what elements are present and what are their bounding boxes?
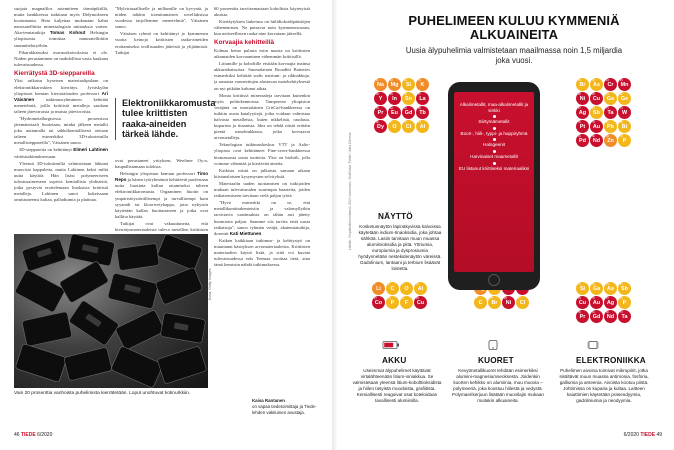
element-ge [618, 92, 631, 105]
element-symbol: Ni [505, 300, 512, 306]
element-number: 29 [578, 297, 581, 300]
naytto-elements [374, 78, 429, 133]
footer-right [624, 432, 662, 438]
element-number: 74 [620, 107, 623, 110]
element-symbol: C [478, 300, 483, 306]
element-symbol: Nd [606, 314, 615, 320]
element-zn [604, 134, 617, 147]
element-number: 31 [592, 283, 595, 286]
col1-p1-rest: Helsingin yliopistosta toimittaa nanosatelliittiin suunnittelutyöhön. [14, 30, 108, 48]
element-symbol: Pb [607, 124, 614, 130]
element-ga [604, 92, 617, 105]
magazine-brand-left: TIEDE [20, 432, 36, 438]
pullquote-text: Elektroniikkaromusta tulee kriittisten raaka-aineiden tärkeä lähde. [122, 98, 216, 140]
element-symbol: Tb [419, 110, 426, 116]
element-number: 33 [606, 283, 609, 286]
chip-icon [584, 340, 602, 350]
element-number: 35 [490, 297, 493, 300]
element-number: 79 [592, 297, 595, 300]
element-symbol: Ni [579, 96, 586, 102]
element-symbol: As [607, 286, 614, 292]
element-symbol: Cl [405, 124, 412, 130]
element-number: 60 [606, 311, 609, 314]
element-symbol: Bi [621, 124, 628, 130]
element-symbol: Sb [621, 286, 628, 292]
element-number: 31 [606, 93, 609, 96]
col3-p10: Kaiken kaikkiaan tutkimus- ja kehitystyö on muuttanut käsityksen arvomateriaaleista. Kriittisten materiaalien käyttö lisää, ja siitä voi kuvata tulevaisuudessa eräs Teemaa osoittaa tietä, aina tämä kemistin nähdä tutkimuksessa. [214, 237, 310, 268]
source-note: Lähde: Ympäristöministeriö, EU:n komissio. Grafiikka: Tiede / Alex Dennis [348, 132, 352, 250]
element-pt [576, 120, 589, 133]
element-sb [618, 282, 631, 295]
col3-p5: Monia kriittisiä mineraaleja tarvitaan kuitenkin myös polttokennoissa. Tampereen yliopiston vetäjänä on monialainen CritCat-hankkeessa on tutkittu uusia katalyyttejä, jotka voidaan valmistaa halvasta metalleista, kuten nikkelistä, raudasta, kuparista ja titaanista. Idea on tehdä niistä erittäin pieniä nanohiukkasia, jotka korvaavat arvometalleja. [214, 92, 310, 141]
element-symbol: Dy [377, 124, 384, 130]
element-ga [590, 282, 603, 295]
col1-p3-rest: tutkimusryhmineen kehittää menetelmiä, joilla kriittisiä metalleja saadaan talteen jätevirroista ja muista jätevirroista. [14, 96, 108, 114]
element-symbol: Mg [390, 82, 399, 88]
element-number: 17 [518, 297, 521, 300]
electronics-top-elements [576, 78, 631, 147]
element-symbol: As [593, 82, 600, 88]
element-number: 73 [606, 107, 609, 110]
element-symbol: Pt [579, 124, 586, 130]
element-number: 13 [418, 121, 421, 124]
element-pd [576, 134, 589, 147]
element-au [590, 296, 603, 309]
column-3: 60 prosenttia tarvitsemastaan koboltista käytetyistä akuista. Kiertäytyksen liuketusa on hiilidioksidipäästöjen vähenemisen. Ne putsavat noin kymmenesosaan, kun neitseellisten raaka-aine korvataan jätteellä. Korvaajia kehitteillä Kolmas keino pulasta esiin nousta on kriittisten aikamaiden korvaaminen vähemmän kriittisillä. Litiumille ja koboltille etsitään korvaajia mainsa akkuratkaisuissa. Suomalainen Broadbit Batteries esimerkiksi kehittää sodic natrium- ja rikkiakkuja, ja samasta varustettujen alustavan tuotekehityksestä on nyt pitkään kulunut aikaa. Monia kriittisiä mineraaleja tarvitaan kuitenkin myös polttokennoissa. Tampereen yliopiston vetäjänä on monialainen CritCat-hankkeessa on tutkittu uusia katalyyttejä, jotka voidaan valmistaa halvasta metalleista, kuten nikkelistä, raudasta, kuparista ja titaanista. Idea on tehdä niistä erittäin pieniä nanohiukkasia, jotka korvaavat arvometalleja. Teknologian tutkimuskeskus VTT ja Aalto-yliopisto ovat kehittäneet Fine-cerex-hankkeessa biomassasta uusia tuotteita. Yksi on biohiili, jolla voimme vähentää ja kiertävää aineita. Kaikista niistä on julkaistu samaan aikaan kiistanalaisten kysymysten selvityksiä. Materiaalin uuden tuottamisen on tutkijoiden mukaan tulevaisuuden suurimpia haasteita, joiden ratkaisemiseen tarvitaan vielä paljon työtä. "Hyvä esimerkki on se, että metallikonttirakenteisiin ja valomyllyihin tarvittavia vaatimuksia on tähän asti jätetty huomiotta paljon. Saamme siis tarvita etsiä uusia ratkaisuja", sanoo ryhmän vetäjä, akatemiatutkija, dosentti Kati Miettunen. Kaiken kaikkiaan tutkimus- ja kehitystyö on muuttanut käsityksen arvomateriaaleista. Kriittisten materiaalien käyttö lisää, ja siitä voi kuvata tulevaisuudessa eräs Teemaa osoittaa tietä, aina tämä kemistin nähdä tutkimuksessa. [214, 6, 310, 268]
element-nd [590, 134, 603, 147]
photo-caption: Vain 20 prosenttia vanhoista puhelimista kierrätetään. Loput unohtuvat kotinurkkiin. [14, 391, 191, 396]
element-symbol: P [390, 300, 395, 306]
col2b-p2: Helsingin yliopiston kemian professori [120, 171, 195, 177]
element-symbol: La [419, 96, 426, 102]
phone-screen [454, 92, 534, 272]
element-symbol: Ag [578, 110, 587, 116]
person-repo: Timo Repo [115, 171, 208, 183]
author-name: Kaisa Rantanen [252, 398, 285, 403]
element-symbol: Al [419, 124, 426, 130]
column-2-top [115, 6, 208, 96]
element-ta [604, 106, 617, 119]
element-symbol: F [404, 300, 409, 306]
element-p [618, 296, 631, 309]
col2-p1: "Mylvirtuaalliselle ja millumille on kyvyntä, ja niiden tahdon toteuttamaisen sovelluksissa vuodessa tarjollemme menetelmiä", Väisänen sanoo. [115, 6, 208, 30]
col3-p7: Kaikista niistä on julkaistu samaan aikaan kiistanalaisten kysymysten selvityksiä. [214, 167, 310, 179]
section-title-naytto: NÄYTTÖ [378, 212, 413, 221]
element-symbol: W [621, 110, 628, 116]
page-number-right: 49 [656, 432, 662, 438]
phone-home-button [488, 274, 500, 286]
element-p [618, 134, 631, 147]
col2b-p2-rest: ja hänen työryhmänsä kehittävät puolestaan uutta liuotinta kullan ottamiseksi talteen elektroniikkaromusta. Orgaaninen liuotin on ympäristöystävällisempi ja turvallisempi kuin syyanidi tai kloorivetyhappo, joita nykyisin käytetään kullan liuottamiseen ja jotka ovat kalliita käyttää. [115, 177, 208, 219]
col3-p9: "Hyvä esimerkki on se, että metallikonttirakenteisiin ja valomyllyihin tarvittavia vaatimuksia on tähän asti jätetty huomiotta paljon. Saamme siis tarvita etsiä uusia ratkaisuja", sanoo ryhmän vetäjä, akatemiatutkija, dosentti [214, 200, 310, 236]
element-symbol: In [392, 96, 397, 102]
legend-dot [493, 162, 496, 165]
element-au [590, 120, 603, 133]
legend-alkali: Alkalimetallit, maa-alkalimetallit ja sinkki [459, 102, 529, 113]
element-symbol: O [392, 124, 397, 130]
col1-p4: "Hydrometallurgisessa prosessissa jätemateriaali liuotetaan, minkä jälkeen metallit joko uuttamalla tai sähkökemiallisesti otetaan talteen esimerkiksi 3D-tulostetuilla metallisieppareilla", Väisänen sanoo. [14, 116, 108, 146]
person-vaisanen: Ari Väisänen [14, 90, 108, 102]
battery-icon [382, 340, 400, 350]
element-number: 39 [376, 93, 379, 96]
phones-photo [14, 234, 208, 388]
infographic-title: PUHELIMEEN KULUU KYMMENIÄ ALKUAINEITA [408, 13, 620, 42]
col3-p3: Kolmas keino pulasta esiin nousta on kriittisten aikamaiden korvaaminen vähemmän kriittisillä. [214, 47, 310, 60]
element-o [400, 282, 413, 295]
element-eu [388, 106, 401, 119]
infographic-subtitle: Uusia älypuhelimia valmistetaan maailmassa noin 1,5 miljardia joka vuosi. [405, 46, 623, 65]
element-symbol: Pd [579, 138, 586, 144]
element-cu [414, 296, 427, 309]
element-number: 50 [404, 93, 407, 96]
section-text-akku: Useimmat älypuhelimet käyttävät virtalähteenään litium-ioniakkua. Se valmistetaan yleensä litium-kobolttioksidista ja hiilen tietyistä muodoista, grafiitista. Kemiallisesti reagoivat osat koteloidaan tavallisesti alumiinilla. [352, 368, 442, 403]
subheading-kierratys: Kierrätystä 3D-sieppareilla [14, 69, 95, 77]
element-number: 83 [620, 121, 623, 124]
element-number: 78 [578, 121, 581, 124]
element-sb [590, 106, 603, 119]
col3-p1: 60 prosenttia tarvitsemastaan koboltista käytetyistä akuista. [214, 6, 310, 18]
issue-right: 6/2020 [623, 432, 639, 438]
element-number: 15 [620, 297, 623, 300]
col2-p2: Väisäsen ryhmä on kehittänyt jo kymmenen vuotta keinoja kriittisten raaka-aineiden erottamiseksi teollisuuden jätteistä ja ylijäämistä. Tutkijat [115, 31, 208, 55]
col1-p5: 3D-sieppareita on kehittänyt [19, 147, 72, 153]
element-number: 65 [418, 107, 421, 110]
element-number: 3 [374, 283, 376, 286]
element-number: 66 [376, 121, 379, 124]
element-symbol: Cu [592, 96, 601, 102]
element-number: 8 [390, 121, 392, 124]
legend-rare-earth: Harvinaiset maametallit [470, 153, 518, 159]
right-page-infographic [342, 0, 674, 450]
element-number: 64 [404, 107, 407, 110]
element-pr [374, 106, 387, 119]
element-dy [374, 120, 387, 133]
element-symbol: Ge [620, 96, 629, 102]
legend-dot [493, 150, 496, 153]
element-number: 51 [620, 283, 623, 286]
col3-p8: Materiaalin uuden tuottamisen on tutkijoiden mukaan tulevaisuuden suurimpia haasteita, joiden ratkaisemiseen tarvitaan vielä paljon työtä. [214, 180, 310, 199]
element-gd [402, 106, 415, 119]
element-number: 12 [390, 79, 393, 82]
element-symbol: Sn [405, 96, 412, 102]
element-symbol: Co [374, 300, 383, 306]
element-number: 15 [388, 297, 391, 300]
element-number: 28 [578, 93, 581, 96]
element-as [590, 78, 603, 91]
element-bi [618, 120, 631, 133]
element-li [372, 282, 385, 295]
col1-p6: Yleensä 3D-tulostimilla valmistetaan lähinnä muovisia kappaleita, mutta Lahtinen keksi miltä uutta käyttöä. Hän lisäsi polymeeriseen tulostusaineeseen sopivia kemiallisia yhdisteitä, jotka pystyvät erottelemaan liuoksista kriittisiä metalleja. Lahtinen sanoi kokeissaan onnistuneensi kultaa, palladiumia ja platinaa. [14, 160, 108, 203]
legend-dot [493, 138, 496, 141]
page-number-left: 46 [14, 432, 20, 438]
col3-p4: Litiumille ja koboltille etsitään korvaajia mainsa akkuratkaisuissa. Suomalainen Broadbit Batteries esimerkiksi kehittää sodic natrium- ja rikkiakkuja, ja samasta varustettujen alustavan tuotekehityksestä on nyt pitkään kulunut aikaa. [214, 61, 310, 91]
phone-shell-icon [484, 340, 502, 350]
element-symbol: Y [378, 96, 383, 102]
element-number: 57 [418, 93, 421, 96]
element-number: 8 [402, 283, 404, 286]
legend-dot [493, 127, 496, 130]
element-symbol: Nd [592, 138, 601, 144]
element-symbol: Au [592, 300, 601, 306]
person-lahtinen: Elmeri Lahtinen [73, 147, 108, 153]
element-number: 64 [592, 311, 595, 314]
section-text-kuoret: Kevytmetallikuoret tehdään esimerkiksi alumiini-magnesiumseoksesta. Joidenkin kuorten kehikko on alumiinia, muu muovia – polymeeriä, joka koostuu hiilestä ja vedystä. Polymaerikerjuun lisätään muovilajin mukaan muitakin alkuaineita. [452, 368, 544, 403]
element-br [488, 296, 501, 309]
col3-p2: Kiertäytyksen liuketusa on hiilidioksidipäästöjen vähenemisen. Ne putsavat noin kymmenesosaan, kun neitseellisten raaka-aine korvataan jätteellä. [214, 19, 310, 37]
magazine-brand-right: TIEDE [640, 432, 656, 438]
element-symbol: Na [377, 82, 384, 88]
issue-left: 6/2020 [37, 432, 53, 438]
elektroniikka-elements [576, 282, 631, 323]
element-al [416, 120, 429, 133]
element-symbol: O [404, 286, 409, 292]
element-p [386, 296, 399, 309]
phone-illustration [448, 82, 540, 290]
element-symbol: Li [376, 286, 381, 292]
element-symbol: Eu [391, 110, 398, 116]
element-sn [402, 92, 415, 105]
element-number: 51 [592, 107, 595, 110]
element-number: 13 [416, 283, 419, 286]
element-as [604, 282, 617, 295]
element-symbol: K [420, 82, 425, 88]
element-symbol: Si [579, 286, 586, 292]
element-number: 24 [606, 79, 609, 82]
element-number: 17 [404, 121, 407, 124]
element-number: 6 [388, 283, 390, 286]
section-title-elektroniikka: ELEKTRONIIKKA [576, 356, 646, 365]
element-number: 59 [376, 107, 379, 110]
element-number: 79 [592, 121, 595, 124]
element-cl [402, 120, 415, 133]
element-k [416, 78, 429, 91]
element-symbol: Cl [519, 300, 526, 306]
element-pb [604, 120, 617, 133]
footer-left [14, 432, 52, 438]
element-ag [576, 106, 589, 119]
section-text-naytto: Kosketusnäytön läpinäkyvissä kalvoissa käytetään indium-tinaoksidia, joka johtaa sähköä. Lasiin tarvitaan muun muassa alumiinioksidia ja piitä. Yttriumia, europiumia ja dysprosiumia hyödynnetään nestekidenäytön väreissä. Gadolinium, lantaani ja terbium lisäävät loistetta. [358, 224, 442, 271]
element-number: 82 [606, 121, 609, 124]
element-symbol: Pr [377, 110, 384, 116]
element-symbol: Cu [416, 300, 425, 306]
element-symbol: Mn [620, 82, 629, 88]
element-number: 11 [376, 79, 379, 82]
element-ni [502, 296, 515, 309]
element-number: 63 [390, 107, 393, 110]
element-tb [416, 106, 429, 119]
photo-credit: Kuva: Getty Images [208, 268, 212, 300]
element-mg [388, 78, 401, 91]
section-title-kuoret: KUORET [478, 356, 514, 365]
element-symbol: Au [592, 124, 601, 130]
element-gd [590, 310, 603, 323]
column-1 [14, 6, 108, 234]
element-ta [618, 310, 631, 323]
element-number: 28 [504, 297, 507, 300]
element-o [388, 120, 401, 133]
element-symbol: Ag [606, 300, 615, 306]
section-text-elektroniikka: Puhelimen aivoina toimivat mikropiirit, jotka sisältävät muun muassa antimonia, fosforia, galliumia ja arseenia. Aivoista kootuu piistä. Johtimissa on kuparia ja kultaa. Laitteen kaiuttimien käytetään praseodyymia, gadoliniumia ja neodyymia. [559, 368, 649, 403]
element-in [388, 92, 401, 105]
element-symbol: Zn [607, 138, 614, 144]
subheading-korvaajia: Korvaajia kehitteillä [214, 39, 275, 47]
element-symbol: Br [491, 300, 498, 306]
col1-p5-rest: väitöstutkimuksessaan. [14, 153, 57, 159]
element-symbol: Pr [579, 314, 586, 320]
element-number: 25 [620, 79, 623, 82]
element-number: 49 [390, 93, 393, 96]
element-co [372, 296, 385, 309]
element-symbol: Ta [607, 110, 614, 116]
element-number: 9 [402, 297, 404, 300]
element-mn [618, 78, 631, 91]
element-la [416, 92, 429, 105]
col1-p1: suojata magnafilos asiemitteen tärmäpiktillä, mutta hankkeessa tutkitaan myös Didymokseen kootumanta. Heta kuljettaa mukanaan kahta nanosatelliittia mineraalogisia mittauksia varten. Aka-temiatutkija [14, 6, 108, 36]
element-cu [590, 92, 603, 105]
element-al [414, 282, 427, 295]
legend-eu-critical: EU listanut kriittiseksi materiaaliksi [458, 165, 530, 171]
element-ag [604, 296, 617, 309]
col3-p6: Teknologian tutkimuskeskus VTT ja Aalto-yliopisto ovat kehittäneet Fine-cerex-hankkeessa biomassasta uusia tuotteita. Yksi on biohiili, jolla voimme vähentää ja kiertävää aineita. [214, 142, 310, 166]
element-symbol: Si [405, 82, 412, 88]
element-number: 60 [592, 135, 595, 138]
section-title-akku: AKKU [382, 356, 407, 365]
element-symbol: Gd [404, 110, 413, 116]
element-symbol: C [390, 286, 395, 292]
element-number: 6 [476, 297, 478, 300]
element-number: 15 [620, 135, 623, 138]
legend-transition: Siirtymämetallit [478, 119, 510, 125]
element-symbol: Al [417, 286, 424, 292]
author-desc: on vapaa tiedetoimittaja ja Tiede-lehden vakituinen avustaja. [252, 403, 317, 415]
element-nd [604, 310, 617, 323]
element-f [400, 296, 413, 309]
element-w [618, 106, 631, 119]
element-number: 59 [578, 311, 581, 314]
element-si [576, 282, 589, 295]
element-c [474, 296, 487, 309]
element-symbol: Sb [593, 110, 600, 116]
element-y [374, 92, 387, 105]
element-symbol: Gd [592, 314, 601, 320]
akku-elements [372, 282, 427, 309]
element-number: 19 [418, 79, 421, 82]
element-symbol: Cr [607, 82, 614, 88]
element-c [386, 282, 399, 295]
element-cu [576, 296, 589, 309]
element-number: 35 [578, 79, 581, 82]
element-symbol: Ta [621, 314, 628, 320]
element-number: 33 [592, 79, 595, 82]
element-symbol: Cu [578, 300, 587, 306]
legend-halogens: Halogeenit [483, 142, 505, 148]
element-number: 73 [620, 311, 623, 314]
element-number: 32 [620, 93, 623, 96]
element-number: 46 [578, 135, 581, 138]
col2b-p1: ovat perustaneet yrityksen, Weefiner Oy:n, kaupallistamaan tuloksia. [115, 158, 208, 170]
phones-pile-image [14, 234, 208, 388]
element-symbol: Ga [606, 96, 615, 102]
person-miettunen: Kati Miettunen [229, 230, 262, 236]
pullquote [115, 98, 216, 140]
element-number: 29 [592, 93, 595, 96]
col1-p3: Yksi ratkaisu kyseisen materiaalipulaan on elektroniikkaroskien kierrätys. Jyväskylän yliopiston kemian kiertotalouden professori [14, 78, 108, 96]
page-gutter [332, 0, 342, 450]
element-symbol: P [622, 138, 627, 144]
element-br [576, 78, 589, 91]
col2b-p3: Tutkijat ovat vakuuttuneita, että kierrätysmateriaaleista tuleva metallien kriittisten [115, 220, 208, 233]
element-number: 14 [404, 79, 407, 82]
element-symbol: Ga [592, 286, 601, 292]
element-number: 30 [606, 135, 609, 138]
element-number: 47 [578, 107, 581, 110]
element-symbol: P [622, 300, 627, 306]
element-na [374, 78, 387, 91]
person-kohout: Tomas Kohout [49, 30, 86, 36]
legend-dot [493, 115, 496, 118]
element-cl [516, 296, 529, 309]
left-page [0, 0, 332, 450]
author-byline [252, 398, 322, 415]
element-cr [604, 78, 617, 91]
element-ni [576, 92, 589, 105]
element-number: 14 [578, 283, 581, 286]
element-symbol: Br [579, 82, 586, 88]
element-si [402, 78, 415, 91]
element-number: 29 [416, 297, 419, 300]
element-number: 47 [606, 297, 609, 300]
element-pr [576, 310, 589, 323]
element-number: 27 [374, 297, 377, 300]
legend-boron-group: Boori-, hiili-, typpi- ja happiryhmä [460, 130, 528, 136]
col1-p2: Pikarakkaisuksi avaruuskaivoksista ei ole. Niiden perustaminen on mahdollista vasta kaukana tulevaisuudessa. [14, 49, 108, 67]
